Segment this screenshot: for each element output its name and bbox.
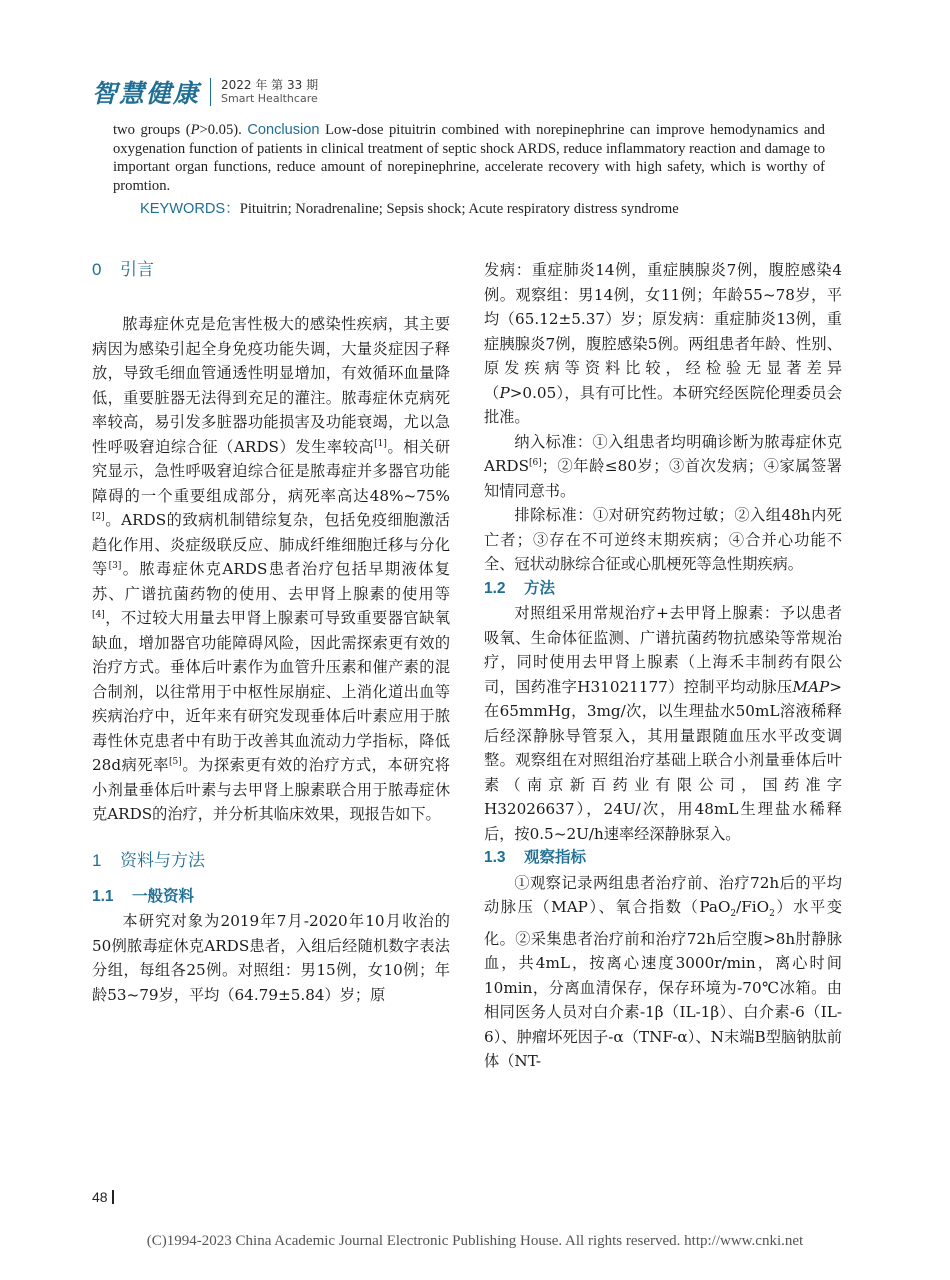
section-heading-methods xyxy=(92,849,450,873)
header-meta xyxy=(221,78,318,106)
section-title: 资料与方法 xyxy=(120,850,205,870)
subsection-title: 一般资料 xyxy=(132,887,195,905)
issue-label: 2022 年 第 33 期 xyxy=(221,78,319,92)
obs-text-1: ①观察记录两组患者治疗前、治疗72h后的平均动脉压（MAP）、氧合指数（PaO xyxy=(484,873,842,916)
continued-paragraph xyxy=(484,258,842,430)
journal-logo: 智慧健康 xyxy=(92,79,201,108)
abstract-lead2: >0.05). xyxy=(199,122,248,138)
keywords-text: Pituitrin; Noradrenaline; Sepsis shock; Acute respiratory distress syndrome xyxy=(239,201,679,217)
conclusion-label: Conclusion xyxy=(247,122,320,138)
obs-text-mid: /FiO xyxy=(736,898,770,916)
page-number xyxy=(92,1189,114,1205)
incl-text-1: 纳入标准：①入组患者均明确诊断为脓毒症休克ARDS xyxy=(484,432,842,475)
section-number: 1 xyxy=(92,850,102,870)
intro-text-4: 。脓毒症休克ARDS患者治疗包括早期液体复苏、广谱抗菌药物的使用、去甲肾上腺素的使用等 xyxy=(92,560,451,603)
p-value-symbol: P xyxy=(190,122,200,138)
subscript: 2 xyxy=(769,909,775,920)
section-number: 0 xyxy=(92,260,102,279)
intro-text-2: 。相关研究显示，急性呼吸窘迫综合征是脓毒症并多器官功能障碍的一个重要组成部分，病死率高达48%~75% xyxy=(92,437,451,505)
keywords-label: KEYWORDS： xyxy=(140,201,240,217)
page-number-text: 48 xyxy=(92,1189,108,1205)
subscript: 2 xyxy=(730,909,737,920)
page-number-bar xyxy=(112,1190,114,1204)
cont-text-1: 发病：重症肺炎14例，重症胰腺炎7例，腹腔感染4例。观察组：男14例，女11例；年龄55~78岁，平均（65.12±5.37）岁；原发病：重症肺炎13例，重症胰腺炎7例，腹腔感染5例。两组患者年龄、性别、原发疾病等资料比较，经检验无显著差异（ xyxy=(484,261,842,402)
citation-ref[interactable]: [1] xyxy=(374,438,387,449)
section-title: 引言 xyxy=(120,260,154,279)
subsection-number: 1.3 xyxy=(484,849,506,866)
intro-paragraph xyxy=(92,312,450,827)
citation-ref[interactable]: [2] xyxy=(92,511,105,522)
copyright-footer: (C)1994-2023 China Academic Journal Electronic Publishing House. All rights reserved. http://www.cnki.net xyxy=(146,1233,804,1249)
journal-subtitle: Smart Healthcare xyxy=(221,92,318,105)
subsection-title: 观察指标 xyxy=(524,849,587,866)
intro-text-1: 脓毒症休克是危害性极大的感染性疾病，其主要病因为感染引起全身免疫功能失调，大量炎症因子释放，导致毛细血管通透性明显增加，有效循环血量降低，重要脏器无法得到充足的灌注。脓毒症休克病死率较高，易引发多脏器功能损害及功能衰竭，尤以急性呼吸窘迫综合征（ARDS）发生率较高 xyxy=(92,315,450,456)
incl-text-2: ；②年龄≤80岁；③首次发病；④家属签署知情同意书。 xyxy=(484,457,842,500)
conclusion-text: Low-dose pituitrin combined with norepinephrine can improve hemodynamics and oxygenation function of patients in clinical treatment of septic shock ARDS, reduce inflammatory reaction and damage to important organ functions, reduce amount of norepinephrine, accelerate recovery with high safety, which is worthy of promtion. xyxy=(113,122,825,194)
subsection-heading-general xyxy=(92,885,450,910)
method-text-1: 对照组采用常规治疗+去甲肾上腺素：予以患者吸氧、生命体征监测、广谱抗菌药物抗感染等常规治疗，同时使用去甲肾上腺素（上海禾丰制药有限公司，国药准字H31021177）控制平均动脉压 xyxy=(484,604,842,696)
subsection-heading-observation xyxy=(484,846,842,871)
citation-ref[interactable]: [5] xyxy=(168,756,182,767)
subsection-title: 方法 xyxy=(524,579,556,597)
subsection-number: 1.1 xyxy=(92,887,114,905)
subsection-heading-method xyxy=(484,577,842,602)
citation-ref[interactable]: [6] xyxy=(528,457,542,468)
method-paragraph xyxy=(484,601,842,846)
abstract-lead: two groups ( xyxy=(113,122,191,138)
intro-text-6: 。为探索更有效的治疗方式，本研究将小剂量垂体后叶素与去甲肾上腺素联合用于脓毒症休克ARDS的治疗，并分析其临床效果，现报告如下。 xyxy=(92,756,450,823)
general-data-paragraph: 本研究对象为2019年7月-2020年10月收治的50例脓毒症休克ARDS患者，入组后经随机数字表法分组，每组各25例。对照组：男15例，女10例；年龄53~79岁，平均（64.79±5.84）岁；原 xyxy=(92,912,450,1004)
intro-text-3: 。ARDS的致病机制错综复杂，包括免疫细胞激活趋化作用、炎症级联反应、肺成纤维细胞迁移与分化等 xyxy=(92,511,450,578)
abstract-continuation xyxy=(113,121,825,195)
p-value-symbol: P xyxy=(499,383,510,402)
inclusion-criteria xyxy=(484,430,842,504)
intro-text-5: ，不过较大用量去甲肾上腺素可导致重要器官缺氧缺血，增加器官功能障碍风险，因此需探索更有效的治疗方式。垂体后叶素作为血管升压素和催产素的混合制剂，以往常用于中枢性尿崩症、上消化道出血等疾病治疗中，近年来有研究发现垂体后叶素应用于脓毒性休克患者中有助于改善其血流动力学指标，降低28d病死率 xyxy=(92,609,450,774)
header-divider xyxy=(210,78,211,106)
subsection-number: 1.2 xyxy=(484,579,506,597)
map-symbol: MAP xyxy=(792,677,830,696)
journal-header xyxy=(92,72,318,112)
exclusion-criteria: 排除标准：①对研究药物过敏；②入组48h内死亡者；③存在不可逆终末期疾病；④合并心功能不全、冠状动脉综合征或心肌梗死等急性期疾病。 xyxy=(484,506,842,573)
cont-text-2: >0.05），具有可比性。本研究经医院伦理委员会批准。 xyxy=(484,383,843,426)
observation-paragraph xyxy=(484,871,842,1074)
section-heading-introduction xyxy=(92,258,450,282)
citation-ref[interactable]: [3] xyxy=(108,560,122,571)
right-column xyxy=(484,258,842,1074)
left-column xyxy=(92,258,450,1007)
method-text-2: >在65mmHg，3mg/次，以生理盐水50mL溶液稀释后经深静脉导管泵入，其用量跟随血压水平改变调整。观察组在对照组治疗基础上联合小剂量垂体后叶素（南京新百药业有限公司，国药准字H32026637），24U/次，用48mL生理盐水稀释后，按0.5~2U/h速率经深静脉泵入。 xyxy=(484,677,842,843)
obs-text-2: ）水平变化。②采集患者治疗前和治疗72h后空腹>8h肘静脉血，共4mL，按离心速度3000r/min，离心时间10min，分离血清保存，保存环境为-70℃冰箱。由相同医务人员对白介素-1β（IL-1β）、白介素-6（IL-6）、肿瘤坏死因子-α（TNF-α）、N末端B型脑钠肽前体（NT- xyxy=(484,898,842,1071)
citation-ref[interactable]: [4] xyxy=(92,609,105,620)
keywords xyxy=(140,197,830,218)
